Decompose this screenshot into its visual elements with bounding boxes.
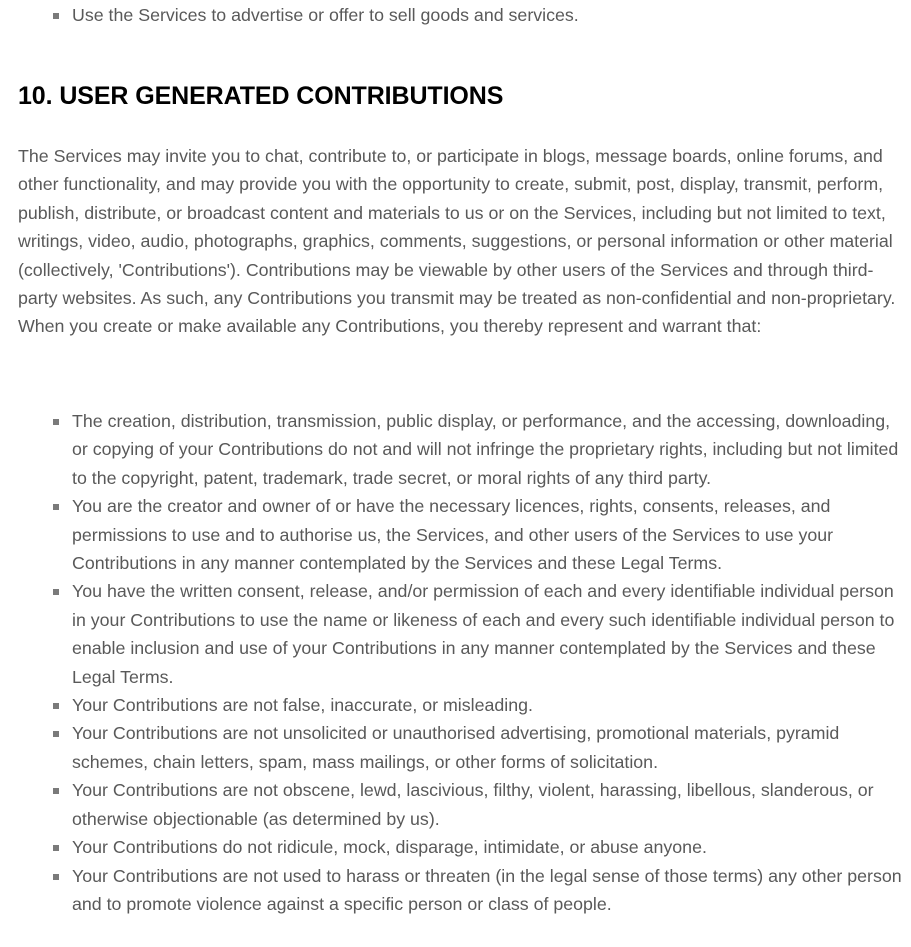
square-bullet-icon bbox=[53, 731, 59, 737]
list-item bbox=[18, 492, 908, 577]
list-item-text: Use the Services to advertise or offer to sell goods and services. bbox=[72, 5, 579, 25]
list-item bbox=[18, 833, 908, 861]
list-item-text: Your Contributions are not unsolicited or unauthorised advertising, promotional materials, pyramid schemes, chain letters, spam, mass mailings, or other forms of solicitation. bbox=[72, 723, 840, 772]
list-item-text: You are the creator and owner of or have the necessary licences, rights, consents, releases, and permissions to use and to authorise us, the Services, and other users of the Services to use your Contributions in any manner contemplated by the Services and these Legal Terms. bbox=[72, 496, 834, 574]
section-title: USER GENERATED CONTRIBUTIONS bbox=[59, 82, 504, 110]
square-bullet-icon bbox=[53, 874, 59, 880]
list-item-text: Your Contributions are not used to harass or threaten (in the legal sense of those terms) any other person and to promote violence against a specific person or class of people. bbox=[72, 865, 902, 914]
list-item-text: The creation, distribution, transmission, public display, or performance, and the accessing, downloading, or copying of your Contributions do not and will not infringe the proprietary rights, including but not limited to the copyright, patent, trademark, trade secret, or moral rights of any third party. bbox=[72, 411, 899, 488]
square-bullet-icon bbox=[53, 13, 59, 19]
list-item bbox=[18, 776, 908, 833]
square-bullet-icon bbox=[53, 703, 59, 709]
list-item bbox=[18, 691, 908, 719]
list-item-text: You have the written consent, release, and/or permission of each and every identifiable individual person in your Contributions to use the name or likeness of each and every such identifiable individual person to enable inclusion and use of your Contributions in any manner contemplated by the Services and these Legal Terms. bbox=[72, 581, 895, 687]
list-item bbox=[18, 862, 908, 919]
square-bullet-icon bbox=[53, 589, 59, 595]
list-item bbox=[18, 719, 908, 776]
contributions-warranty-list bbox=[18, 407, 908, 918]
list-item-text: Your Contributions do not ridicule, mock, disparage, intimidate, or abuse anyone. bbox=[72, 837, 707, 858]
section-number: 10. bbox=[18, 82, 53, 110]
list-item bbox=[18, 407, 908, 492]
previous-section-list bbox=[18, 1, 908, 29]
list-item-text: Your Contributions are not obscene, lewd, lascivious, filthy, violent, harassing, libellous, slanderous, or otherwise objectionable (as determined by us). bbox=[72, 780, 874, 829]
section-intro-paragraph: The Services may invite you to chat, contribute to, or participate in blogs, message boards, online forums, and other functionality, and may provide you with the opportunity to create, submit, post, display, transmit, perform, publish, distribute, or broadcast content and materials to us or on the Services, including but not limited to text, writings, video, audio, photographs, graphics, comments, suggestions, or personal information or other material (collectively, 'Contributions'). Contributions may be viewable by other users of the Services and through third-party websites. As such, any Contributions you transmit may be treated as non-confidential and non-proprietary. When you create or make available any Contributions, you thereby represent and warrant that: bbox=[18, 146, 896, 337]
list-item bbox=[18, 1, 908, 29]
list-item-text: Your Contributions are not false, inaccurate, or misleading. bbox=[72, 695, 533, 716]
square-bullet-icon bbox=[53, 788, 59, 794]
section-heading bbox=[18, 80, 503, 112]
square-bullet-icon bbox=[53, 419, 59, 425]
square-bullet-icon bbox=[53, 845, 59, 851]
square-bullet-icon bbox=[53, 504, 59, 510]
list-item bbox=[18, 577, 908, 691]
